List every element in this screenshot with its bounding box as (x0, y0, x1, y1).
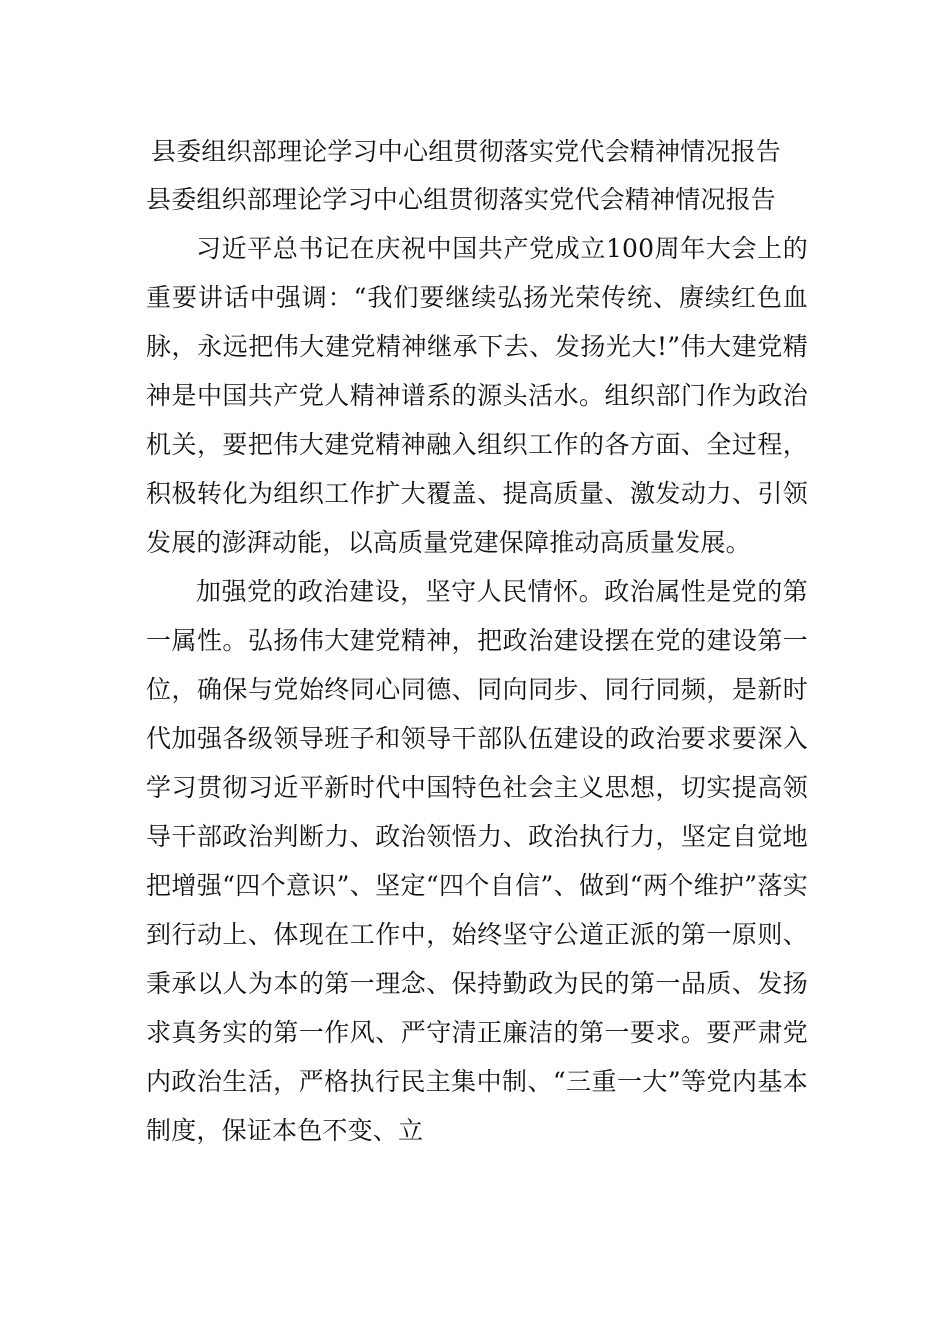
document-title-line-2: 县委组织部理论学习中心组贯彻落实党代会精神情况报告 (146, 185, 777, 214)
body-paragraph-2: 加强党的政治建设，坚守人民情怀。政治属性是党的第一属性。弘扬伟大建党精神，把政治建设摆在党的建设第一位，确保与党始终同心同德、同向同步、同行同频，是新时代加强各级领导班子和领导干部队伍建设的政治要求要深入学习贯彻习近平新时代中国特色社会主义思想，切实提高领导干部政治判断力、政治领悟力、政治执行力，坚定自觉地把增强“四个意识”、坚定“四个自信”、做到“两个维护”落实到行动上、体现在工作中，始终坚守公道正派的第一原则、秉承以人为本的第一理念、保持勤政为民的第一品质、发扬求真务实的第一作风、严守清正廉洁的第一要求。要严肃党内政治生活，严格执行民主集中制、“三重一大”等党内基本制度，保证本色不变、立 (146, 577, 808, 1145)
document-page (146, 128, 808, 1155)
body-paragraph-1: 习近平总书记在庆祝中国共产党成立100周年大会上的重要讲话中强调：“我们要继续弘扬光荣传统、赓续红色血脉，永远把伟大建党精神继承下去、发扬光大!”伟大建党精神是中国共产党人精神谱系的源头活水。组织部门作为政治机关，要把伟大建党精神融入组织工作的各方面、全过程，积极转化为组织工作扩大覆盖、提高质量、激发动力、引领发展的澎湃动能，以高质量党建保障推动高质量发展。 (146, 234, 808, 557)
document-title-line-1: 县委组织部理论学习中心组贯彻落实党代会精神情况报告 (151, 137, 782, 166)
